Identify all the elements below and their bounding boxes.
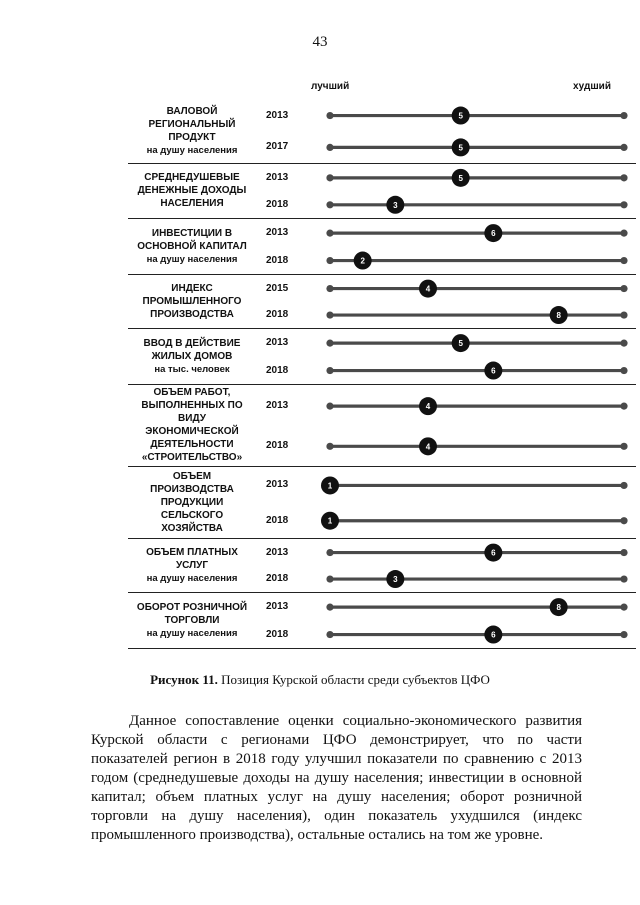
rank-marker-label: 6 bbox=[491, 548, 496, 558]
rank-marker-label: 5 bbox=[458, 173, 463, 183]
scale-end-dot bbox=[326, 443, 333, 450]
rank-marker-label: 1 bbox=[327, 516, 333, 526]
indicator-per-capita-note: на душу населения bbox=[146, 572, 238, 584]
year-label: 2013 bbox=[266, 546, 289, 558]
indicator-label-line: ВАЛОВОЙ bbox=[166, 105, 218, 117]
rank-marker-label: 5 bbox=[458, 143, 463, 153]
indicator-label-line: РЕГИОНАЛЬНЫЙ bbox=[148, 118, 236, 130]
indicator-label-line: ХОЗЯЙСТВА bbox=[161, 522, 223, 534]
rank-marker-label: 5 bbox=[458, 111, 463, 121]
scale-end-dot bbox=[620, 517, 627, 524]
scale-end-dot bbox=[620, 311, 627, 318]
indicator-label-line: ПРОИЗВОДСТВА bbox=[150, 308, 234, 320]
scale-end-dot bbox=[620, 112, 627, 119]
scale-end-dot bbox=[326, 549, 333, 556]
year-label: 2018 bbox=[266, 440, 289, 452]
indicator-label-line: ВЫПОЛНЕННЫХ ПО bbox=[141, 400, 243, 411]
indicator-label-line: ВИДУ bbox=[178, 413, 206, 424]
indicator-label-line: ВВОД В ДЕЙСТВИЕ bbox=[143, 337, 241, 349]
rank-marker-label: 3 bbox=[393, 200, 398, 210]
indicator-label-line: «СТРОИТЕЛЬСТВО» bbox=[141, 452, 243, 463]
scale-end-dot bbox=[326, 311, 333, 318]
rank-marker-label: 2 bbox=[360, 256, 365, 266]
indicator-label-line: ДЕЯТЕЛЬНОСТИ bbox=[150, 439, 234, 450]
scale-end-dot bbox=[620, 604, 627, 611]
scale-end-dot bbox=[326, 174, 333, 181]
axis-worst-label: худший bbox=[573, 81, 611, 92]
scale-end-dot bbox=[620, 575, 627, 582]
rank-marker-label: 6 bbox=[491, 366, 496, 376]
scale-end-dot bbox=[326, 575, 333, 582]
indicator-per-capita-note: на тыс. человек bbox=[154, 363, 230, 375]
scale-end-dot bbox=[326, 604, 333, 611]
year-label: 2013 bbox=[266, 601, 289, 613]
indicator-label-line: УСЛУГ bbox=[175, 559, 209, 571]
rank-marker-label: 6 bbox=[491, 229, 496, 239]
year-label: 2017 bbox=[266, 141, 289, 153]
indicator-label-line: НАСЕЛЕНИЯ bbox=[160, 198, 224, 209]
scale-end-dot bbox=[620, 285, 627, 292]
scale-end-dot bbox=[620, 403, 627, 410]
year-label: 2018 bbox=[266, 364, 289, 376]
indicator-label-line: ПРОИЗВОДСТВА bbox=[150, 483, 234, 495]
scale-end-dot bbox=[326, 112, 333, 119]
page-number: 43 bbox=[312, 34, 328, 50]
indicator-label-line: ЭКОНОМИЧЕСКОЙ bbox=[145, 426, 239, 437]
scale-end-dot bbox=[326, 230, 333, 237]
caption-text: Позиция Курской области среди субъектов ЦФО bbox=[217, 672, 490, 687]
indicator-label-line: ОБЪЕМ РАБОТ, bbox=[153, 387, 231, 398]
rank-marker-label: 4 bbox=[425, 284, 431, 294]
body-paragraph: Данное сопоставление оценки социально-экономического развития Курской области с регионами ЦФО демонстрирует, что по части показателей регион в 2018 году улучшил показатели по сравнению с 2013 годом (среднедушевые доходы на душу населения; инвестиции в основной капитал; объем платных услуг на душу населения; оборот розничной торговли на душу населения), один показатель ухудшился (индекс промышленного производства), остальные остались на том же уровне. bbox=[91, 713, 582, 843]
indicator-label-line: ИНДЕКС bbox=[171, 282, 213, 294]
year-label: 2018 bbox=[266, 628, 289, 640]
axis-best-label: лучший bbox=[311, 81, 350, 92]
scale-end-dot bbox=[620, 443, 627, 450]
scale-end-dot bbox=[620, 257, 627, 264]
indicator-label-line: ЖИЛЫХ ДОМОВ bbox=[151, 350, 233, 362]
indicator-label-line: СРЕДНЕДУШЕВЫЕ bbox=[144, 172, 240, 183]
indicator-label-line: ОСНОВНОЙ КАПИТАЛ bbox=[137, 240, 247, 252]
figure-caption bbox=[0, 672, 640, 688]
scale-end-dot bbox=[326, 257, 333, 264]
scale-end-dot bbox=[326, 201, 333, 208]
scale-end-dot bbox=[326, 367, 333, 374]
scale-end-dot bbox=[326, 403, 333, 410]
scale-end-dot bbox=[326, 144, 333, 151]
year-label: 2013 bbox=[266, 171, 289, 183]
scale-end-dot bbox=[620, 174, 627, 181]
rank-marker-label: 4 bbox=[425, 442, 431, 452]
year-label: 2018 bbox=[266, 254, 289, 266]
scale-end-dot bbox=[620, 631, 627, 638]
scale-end-dot bbox=[620, 549, 627, 556]
scale-end-dot bbox=[326, 285, 333, 292]
scale-end-dot bbox=[326, 631, 333, 638]
indicator-label-line: СЕЛЬСКОГО bbox=[160, 509, 224, 521]
scale-end-dot bbox=[620, 201, 627, 208]
indicator-label-line: ИНВЕСТИЦИИ В bbox=[151, 227, 233, 239]
scale-end-dot bbox=[620, 144, 627, 151]
year-label: 2013 bbox=[266, 479, 289, 491]
year-label: 2013 bbox=[266, 227, 289, 239]
indicator-label-line: ПРОДУКТ bbox=[168, 131, 216, 143]
rank-marker-label: 6 bbox=[491, 630, 496, 640]
indicator-label-line: ОБЪЕМ ПЛАТНЫХ bbox=[146, 546, 238, 558]
year-label: 2018 bbox=[266, 573, 289, 585]
rank-marker-label: 8 bbox=[556, 603, 561, 613]
indicator-label-line: ТОРГОВЛИ bbox=[164, 614, 220, 626]
rank-marker-label: 3 bbox=[393, 575, 398, 585]
year-label: 2013 bbox=[266, 337, 289, 349]
indicator-per-capita-note: на душу населения bbox=[146, 144, 238, 156]
year-label: 2018 bbox=[266, 198, 289, 210]
indicator-label-line: ПРОМЫШЛЕННОГО bbox=[142, 295, 242, 307]
indicator-label-line: ОБОРОТ РОЗНИЧНОЙ bbox=[136, 601, 248, 613]
scale-end-dot bbox=[620, 367, 627, 374]
caption-prefix: Рисунок 11. bbox=[150, 672, 218, 687]
indicator-label-line: ДЕНЕЖНЫЕ ДОХОДЫ bbox=[137, 185, 247, 196]
indicator-per-capita-note: на душу населения bbox=[146, 253, 238, 265]
scale-end-dot bbox=[620, 482, 627, 489]
rank-marker-label: 4 bbox=[425, 402, 431, 412]
scale-end-dot bbox=[620, 340, 627, 347]
year-label: 2018 bbox=[266, 514, 289, 526]
indicator-label-line: ПРОДУКЦИИ bbox=[160, 496, 224, 508]
year-label: 2018 bbox=[266, 309, 289, 321]
year-label: 2013 bbox=[266, 400, 289, 412]
year-label: 2015 bbox=[266, 282, 289, 294]
indicator-label-line: ОБЪЕМ bbox=[172, 470, 212, 482]
rank-marker-label: 8 bbox=[556, 311, 561, 321]
rank-marker-label: 5 bbox=[458, 339, 463, 349]
scale-end-dot bbox=[620, 230, 627, 237]
indicator-per-capita-note: на душу населения bbox=[146, 627, 238, 639]
rank-marker-label: 1 bbox=[327, 481, 333, 491]
scale-end-dot bbox=[326, 340, 333, 347]
year-label: 2013 bbox=[266, 109, 289, 121]
